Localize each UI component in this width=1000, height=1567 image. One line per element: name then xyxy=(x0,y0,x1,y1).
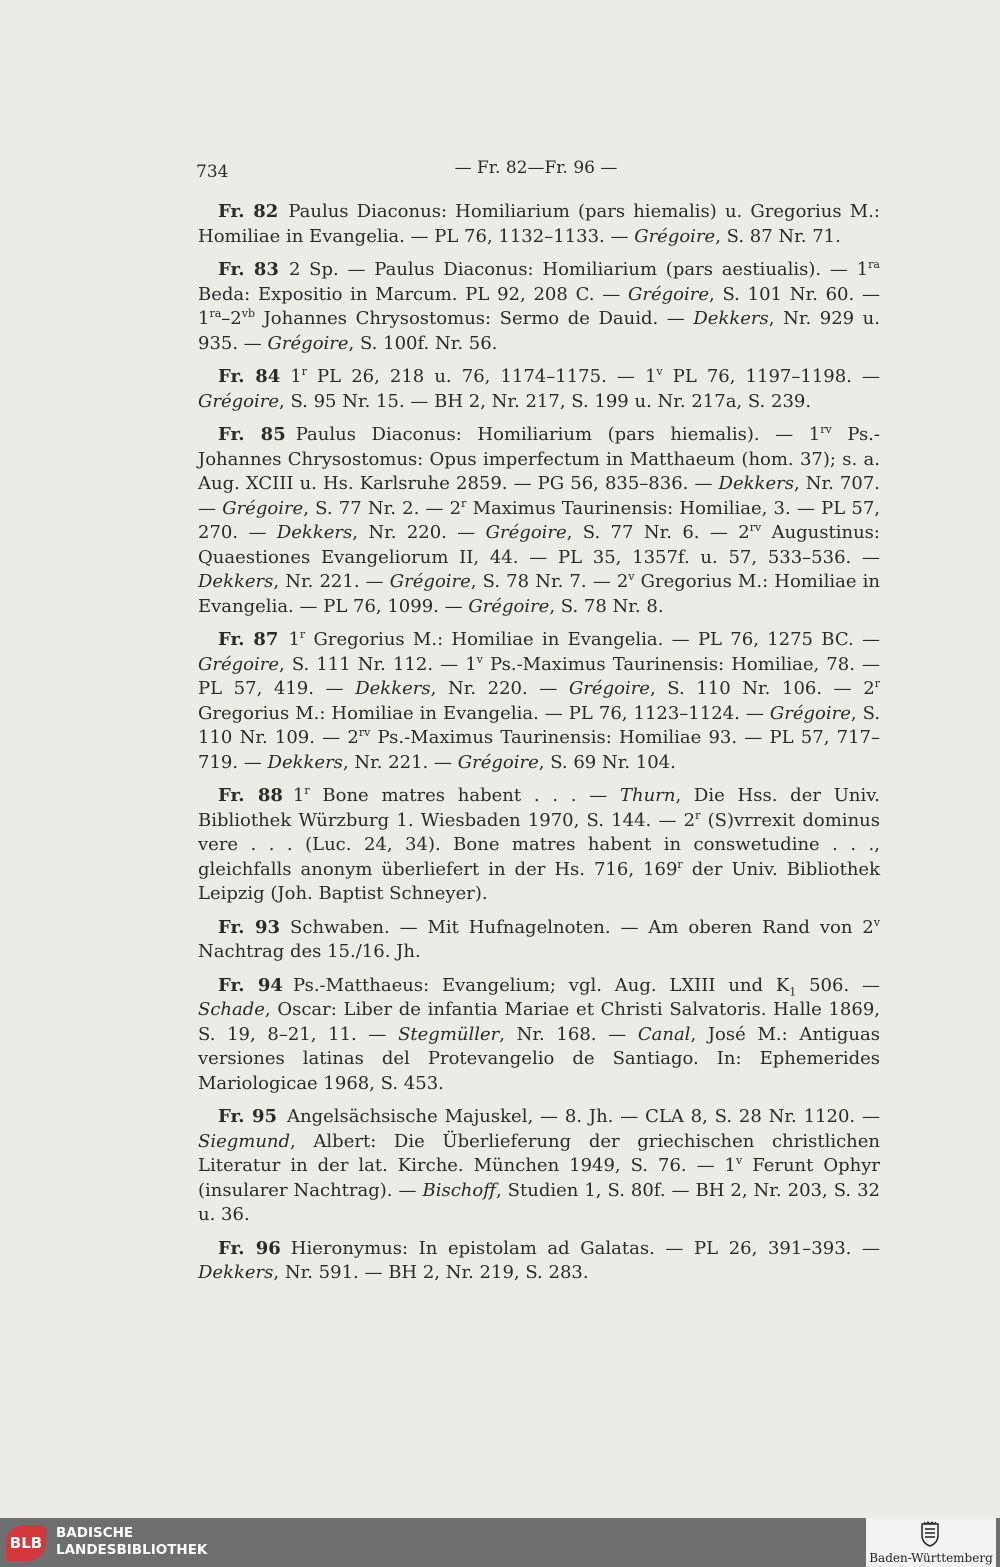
entry-text: , Oscar: Liber de infantia Mariae et Christi Salvatoris. Halle 1869, S. 19, 8–21, 11. — xyxy=(198,999,880,1045)
entry-text: , Nr. 220. — xyxy=(430,678,569,699)
author-name: Grégoire xyxy=(568,678,650,699)
folio-mark: rv xyxy=(749,521,762,534)
folio-mark: 1 xyxy=(789,985,797,999)
entry-label: Fr. 84 xyxy=(218,366,281,387)
entry-label: Fr. 96 xyxy=(218,1237,281,1259)
entry-text: , Nr. 221. — xyxy=(273,571,390,592)
author-name: Grégoire xyxy=(457,751,539,773)
folio-mark: r xyxy=(695,808,701,822)
author-name: Thurn xyxy=(620,785,676,806)
entry-text: Maximus Taurinensis: Homiliae, 3. — PL 57, 270. — xyxy=(198,497,880,543)
entry-text: Gregorius M.: Homiliae in Evangelia. — PL 76, 1099. — xyxy=(198,571,880,617)
entry-text: Paulus Diaconus: Homiliarium (pars hiemalis) u. Gregorius M.: Homiliae in Evangelia. — PL 76, 1132–1133. — xyxy=(198,201,880,247)
author-name: Grégoire xyxy=(222,497,304,519)
entry-text: Augustinus: Quaestiones Evangeliorum II, 44. — PL 35, 1357f. u. 57, 533–536. — xyxy=(198,522,880,568)
author-name: Grégoire xyxy=(198,390,280,412)
author-name: Grégoire xyxy=(634,225,716,247)
catalog-entries xyxy=(198,200,880,1295)
entry-text: , José M.: Antiguas versiones latinas del Protevangelio de Santiago. In: Ephemerides Mariologicae 1968, S. 453. xyxy=(198,1023,880,1094)
folio-mark: r xyxy=(299,628,306,641)
page-number: 734 xyxy=(196,162,229,182)
entry-text: , Nr. 591. — BH 2, Nr. 219, S. 283. xyxy=(273,1262,589,1283)
entry-text: , Nr. 221. — xyxy=(342,751,458,773)
author-name: Dekkers xyxy=(267,751,343,773)
catalog-entry xyxy=(198,784,880,907)
entry-text: 1 xyxy=(292,785,305,806)
coat-of-arms-icon xyxy=(918,1521,942,1547)
folio-mark: r xyxy=(461,496,467,510)
entry-text: , Nr. 929 u. 935. — xyxy=(198,308,880,354)
entry-text: Nachtrag des 15./16. Jh. xyxy=(198,941,421,962)
author-name: Dekkers xyxy=(198,571,274,592)
author-name: Grégoire xyxy=(389,571,471,592)
catalog-entry xyxy=(198,365,880,414)
entry-text: Johannes Chrysostomus: Sermo de Dauid. — xyxy=(255,308,694,329)
catalog-entry xyxy=(198,628,880,775)
entry-text: Gregorius M.: Homiliae in Evangelia. — PL 76, 1275 BC. — xyxy=(305,629,880,650)
entry-text: 1 xyxy=(288,629,300,650)
folio-mark: ra xyxy=(209,307,222,320)
entry-text: , S. 100f. Nr. 56. xyxy=(348,332,498,354)
entry-text: der Univ. Bibliothek Leipzig (Joh. Baptist Schneyer). xyxy=(198,858,880,904)
author-name: Grégoire xyxy=(627,283,709,305)
catalog-entry xyxy=(198,1105,880,1228)
entry-text: Beda: Expositio in Marcum. PL 92, 208 C. — xyxy=(198,283,628,305)
entry-text: , Albert: Die Überlieferung der griechischen christlichen Literatur in der lat. Kirche. München 1949, S. 76. — 1 xyxy=(198,1130,880,1176)
folio-mark: rv xyxy=(358,726,371,739)
entry-text: Ps.-Maximus Taurinensis: Homiliae 93. — PL 57, 717–719. — xyxy=(198,727,880,773)
entry-text: , S. 87 Nr. 71. xyxy=(715,225,841,247)
folio-mark: r xyxy=(677,857,683,871)
entry-text: , S. 110 Nr. 109. — 2 xyxy=(198,702,880,748)
entry-text: 506. — xyxy=(796,974,880,996)
blb-name-line1: BADISCHE xyxy=(56,1525,134,1541)
entry-label: Fr. 93 xyxy=(218,916,281,938)
folio-mark: v xyxy=(656,365,663,378)
entry-text: , S. 110 Nr. 106. — 2 xyxy=(649,678,875,699)
author-name: Siegmund xyxy=(198,1130,291,1152)
entry-text: Gregorius M.: Homiliae in Evangelia. — PL 76, 1123–1124. — xyxy=(198,702,770,724)
author-name: Grégoire xyxy=(468,595,550,617)
folio-mark: v xyxy=(628,570,635,583)
blb-name[interactable] xyxy=(56,1525,207,1559)
entry-label: Fr. 88 xyxy=(218,785,283,806)
entry-text: , S. 77 Nr. 6. — 2 xyxy=(566,522,750,543)
author-name: Bischoff xyxy=(422,1179,496,1201)
entry-text: , S. 78 Nr. 7. — 2 xyxy=(470,571,629,592)
entry-text: 2 Sp. — Paulus Diaconus: Homiliarium (pars aestiualis). — 1 xyxy=(288,259,869,280)
folio-mark: r xyxy=(874,677,880,690)
author-name: Dekkers xyxy=(355,678,431,699)
entry-text: , S. 111 Nr. 112. — 1 xyxy=(279,653,477,675)
author-name: Grégoire xyxy=(485,522,567,543)
entry-text: Angelsächsische Majuskel, — 8. Jh. — CLA 8, S. 28 Nr. 1120. — xyxy=(287,1106,880,1127)
author-name: Grégoire xyxy=(769,702,851,724)
blb-name-line2: LANDESBIBLIOTHEK xyxy=(56,1542,208,1558)
author-name: Grégoire xyxy=(267,332,349,354)
entry-text: Paulus Diaconus: Homiliarium (pars hiemalis). — 1 xyxy=(295,424,821,445)
entry-text: , Die Hss. der Univ. Bibliothek Würzburg 1. Wiesbaden 1970, S. 144. — 2 xyxy=(198,785,880,831)
author-name: Dekkers xyxy=(693,308,769,329)
entry-text: PL 76, 1197–1198. — xyxy=(662,366,880,387)
bw-text: Baden-Württemberg xyxy=(869,1551,993,1565)
author-name: Canal xyxy=(637,1023,691,1045)
catalog-entry xyxy=(198,916,880,965)
folio-mark: vb xyxy=(241,307,255,320)
entry-label: Fr. 83 xyxy=(218,259,279,280)
folio-mark: ra xyxy=(868,258,880,271)
entry-text: Ps.-Maximus Taurinensis: Homiliae, 78. — PL 57, 419. — xyxy=(198,653,881,699)
running-head: — Fr. 82—Fr. 96 — xyxy=(454,158,618,178)
page-header xyxy=(196,158,876,188)
entry-label: Fr. 82 xyxy=(218,201,279,222)
catalog-entry xyxy=(198,1237,880,1286)
author-name: Grégoire xyxy=(198,653,280,675)
entry-text: PL 26, 218 u. 76, 1174–1175. — 1 xyxy=(306,366,657,387)
catalog-entry xyxy=(198,423,880,619)
entry-text: Schwaben. — Mit Hufnagelnoten. — Am oberen Rand von 2 xyxy=(290,916,874,938)
folio-mark: v xyxy=(736,1154,743,1167)
entry-text: , S. 69 Nr. 104. xyxy=(538,751,676,773)
author-name: Dekkers xyxy=(276,522,353,543)
entry-text: , S. 77 Nr. 2. — 2 xyxy=(303,497,462,519)
entry-text: Ps.-Matthaeus: Evangelium; vgl. Aug. LXIII und K xyxy=(292,974,790,996)
folio-mark: rv xyxy=(820,423,832,436)
folio-mark: r xyxy=(304,784,310,797)
entry-text: –2 xyxy=(221,308,242,329)
blb-logo-badge[interactable]: BLB xyxy=(6,1525,46,1561)
author-name: Dekkers xyxy=(718,473,794,494)
entry-text: , Nr. 220. — xyxy=(352,522,486,543)
entry-text: , S. 78 Nr. 8. xyxy=(549,595,664,617)
folio-mark: v xyxy=(873,915,880,929)
author-name: Schade xyxy=(198,999,265,1020)
catalog-entry xyxy=(198,200,880,249)
folio-mark: r xyxy=(301,365,307,378)
entry-label: Fr. 95 xyxy=(218,1106,277,1127)
catalog-entry xyxy=(198,258,880,356)
entry-text: , Nr. 707. — xyxy=(198,473,881,519)
bw-logo[interactable] xyxy=(866,1518,996,1567)
author-name: Dekkers xyxy=(198,1262,274,1283)
entry-label: Fr. 94 xyxy=(218,974,283,996)
author-name: Stegmüller xyxy=(398,1023,500,1045)
footer-bar xyxy=(0,1518,1000,1567)
entry-text: Bone matres habent . . . — xyxy=(309,785,621,806)
entry-text: (S)vrrexit dominus vere . . . (Luc. 24, 34). Bone matres habent in conswetudine . . ., gleichfalls anonym überliefert in der Hs. 716, 169 xyxy=(198,809,880,880)
entry-text: , Nr. 168. — xyxy=(499,1023,638,1045)
entry-text: Ps.-Johannes Chrysostomus: Opus imperfectum in Matthaeum (hom. 37); s. a. Aug. XCIII u. Hs. Karlsruhe 2859. — PG 56, 835–836. — xyxy=(198,424,880,494)
catalog-entry xyxy=(198,974,880,1097)
entry-text: 1 xyxy=(290,366,302,387)
entry-text: Hieronymus: In epistolam ad Galatas. — PL 26, 391–393. — xyxy=(290,1237,880,1259)
folio-mark: v xyxy=(476,652,483,666)
entry-text: , S. 95 Nr. 15. — BH 2, Nr. 217, S. 199 u. Nr. 217a, S. 239. xyxy=(279,390,812,412)
entry-text: , S. 101 Nr. 60. — 1 xyxy=(198,283,880,329)
entry-label: Fr. 85 xyxy=(218,424,286,445)
entry-label: Fr. 87 xyxy=(218,629,279,650)
entry-text: Ferunt Ophyr (insularer Nachtrag). — xyxy=(198,1155,880,1201)
entry-text: , Studien 1, S. 80f. — BH 2, Nr. 203, S. 32 u. 36. xyxy=(198,1179,880,1225)
